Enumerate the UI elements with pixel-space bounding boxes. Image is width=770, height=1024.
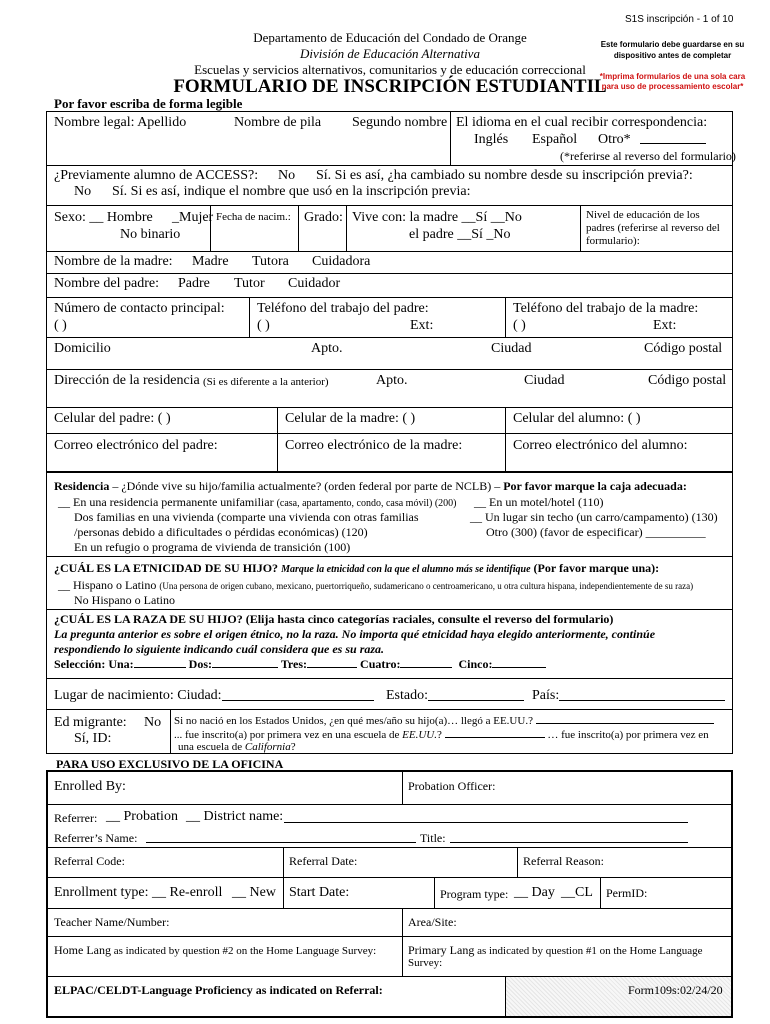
schools-line: Escuelas y servicios alternativos, comunitarios y de educación correccional	[194, 62, 586, 77]
name-changed-question: Sí. Si es así, ¿ha cambiado su nombre desde su inscripción previa?:	[316, 168, 693, 183]
save-note-2: dispositivo antes de completar	[613, 51, 732, 60]
birthplace-state-label: Estado:	[386, 688, 428, 703]
enrollment-new-option[interactable]: __ New	[232, 885, 276, 900]
print-note-2: para uso de processamiento escolar*	[601, 82, 744, 91]
guardian-m-option[interactable]: Tutor	[234, 276, 265, 291]
previous-student-label: ¿Previamente alumno de ACCESS?:	[54, 168, 259, 183]
lives-with-mother[interactable]: Vive con: la madre __Sí __No	[352, 210, 522, 225]
correspondence-language-label: El idioma en el cual recibir correspondencia:	[456, 115, 708, 130]
father-cell-label: Celular del padre: ( )	[54, 411, 171, 426]
birthplace-city-field[interactable]	[222, 690, 374, 701]
area-site-label: Area/Site:	[408, 915, 457, 929]
nclb-option-unsheltered[interactable]: __ Un lugar sin techo (un carro/campamento) (130)	[470, 510, 718, 524]
program-day-option[interactable]: __ Day	[514, 885, 555, 900]
mother-work-phone-label: Teléfono del trabajo de la madre:	[513, 301, 699, 316]
grade-label: Grado:	[304, 210, 343, 225]
nclb-option-other[interactable]: Otro (300) (favor de especificar) __________	[486, 525, 706, 539]
sex-female-option[interactable]: _Mujer	[172, 210, 214, 225]
previous-name-label: Sí. Si es así, indique el nombre que usó en la inscripción previa:	[112, 184, 471, 199]
nclb-title: Residencia – ¿Dónde vive su hijo/familia actualmente? (orden federal por parte de NCLB) – Por favor marque la caja adecuada:	[54, 479, 687, 493]
student-email-label: Correo electrónico del alumno:	[513, 438, 688, 453]
primary-language-survey: Survey:	[408, 957, 443, 969]
race-instruction-1: La pregunta anterior es sobre el origen étnico, no la raza. No importa qué etnicidad haya elegido anteriormente, continúe	[54, 627, 656, 641]
office-use-title: PARA USO EXCLUSIVO DE LA OFICINA	[56, 757, 284, 771]
enrollment-reenroll-option[interactable]: __ Re-enroll	[152, 885, 223, 900]
birthplace-city-label: Lugar de nacimiento: Ciudad:	[54, 688, 222, 703]
referrer-name-field[interactable]	[146, 832, 416, 843]
first-us-school-question: ... fue inscrito(a) por primera vez en una escuela de EE.UU.? … fue inscrito(a) por primera vez en	[174, 729, 709, 741]
referrer-title-field[interactable]	[450, 832, 688, 843]
mother-work-area-code[interactable]: ( )	[513, 318, 526, 333]
legible-note: Por favor escriba de forma legible	[54, 96, 243, 111]
migrant-id-label[interactable]: Sí, ID:	[74, 731, 112, 746]
parent-education-label-2: padres (referirse al reverso del	[586, 222, 720, 234]
migrant-no-option[interactable]: No	[144, 715, 162, 730]
race-selection-row[interactable]: Selección: Una: Dos: Tres: Cuatro: Cinco:	[54, 657, 546, 672]
residence-note: (Si es diferente a la anterior)	[203, 376, 329, 388]
referrer-district-option[interactable]: __ District name:	[186, 809, 284, 824]
sex-label[interactable]: Sexo: __ Hombre	[54, 210, 153, 225]
residence-city-label: Ciudad	[524, 373, 565, 388]
birthdate-label: Fecha de nacim.:	[216, 211, 291, 223]
department-line: Departamento de Educación del Condado de Orange	[253, 30, 527, 45]
primary-language-label: Primary Lang as indicated by question #1 on the Home Language	[408, 943, 703, 957]
parent-education-label-1: Nivel de educación de los	[586, 209, 700, 221]
birthplace-country-label: País:	[532, 688, 560, 703]
residence-zip-label: Código postal	[648, 373, 727, 388]
teacher-label: Teacher Name/Number:	[54, 915, 170, 929]
referrer-label: Referrer:	[54, 811, 98, 825]
legal-name-label: Nombre legal: Apellido	[54, 115, 187, 130]
lives-with-father[interactable]: el padre __Sí _No	[409, 227, 511, 242]
address-city-label: Ciudad	[491, 341, 532, 356]
father-work-ext[interactable]: Ext:	[410, 318, 434, 333]
nclb-option-shelter[interactable]: En un refugio o programa de vivienda de transición (100)	[74, 540, 351, 554]
enrolled-by-label: Enrolled By:	[54, 779, 126, 794]
first-name-label: Nombre de pila	[234, 115, 322, 130]
nclb-option-motel[interactable]: __ En un motel/hotel (110)	[474, 495, 604, 509]
referral-code-label: Referral Code:	[54, 854, 125, 868]
page-info: S1S inscripción - 1 of 10	[625, 14, 734, 25]
caregiver-m-option[interactable]: Cuidador	[288, 276, 341, 291]
residence-apt-label: Apto.	[376, 373, 408, 388]
name-changed-no-option[interactable]: No	[74, 184, 92, 199]
nclb-option-shared-1[interactable]: Dos familias en una vivienda (comparte una vivienda con otras familias	[74, 510, 419, 524]
form-title: FORMULARIO DE INSCRIPCIÓN ESTUDIANTIL	[173, 76, 607, 97]
nclb-option-permanent[interactable]: __ En una residencia permanente unifamiliar (casa, apartamento, condo, casa móvil) (200)	[58, 495, 457, 509]
middle-name-label: Segundo nombre	[352, 115, 448, 130]
permid-label: PermID:	[606, 886, 648, 900]
main-contact-label: Número de contacto principal:	[54, 301, 225, 316]
race-question: ¿CUÁL ES LA RAZA DE SU HIJO? (Elija hasta cinco categorías raciales, consulte el reverso del formulario)	[54, 612, 614, 626]
print-note-1: *Imprima formularios de una sola cara	[599, 72, 746, 81]
address-apt-label: Apto.	[311, 341, 343, 356]
nclb-option-shared-2: /personas debido a dificultades o pérdidas económicas) (120)	[74, 525, 368, 539]
home-language-label: Home Lang as indicated by question #2 on the Home Language Survey:	[54, 943, 377, 957]
mother-cell-label: Celular de la madre: ( )	[285, 411, 416, 426]
father-option[interactable]: Padre	[178, 276, 210, 291]
reverse-reference: (*referirse al reverso del formulario)	[560, 149, 736, 163]
mother-name-label: Nombre de la madre:	[54, 254, 173, 269]
enrollment-type-label: Enrollment type:	[54, 885, 149, 900]
first-ca-school-question: una escuela de California?	[178, 741, 296, 753]
father-email-label: Correo electrónico del padre:	[54, 438, 218, 453]
referral-reason-label: Referral Reason:	[523, 854, 604, 868]
start-date-label: Start Date:	[289, 885, 350, 900]
option-espanol[interactable]: Español	[532, 132, 578, 147]
program-type-label: Program type:	[440, 887, 509, 901]
student-cell-label: Celular del alumno: ( )	[513, 411, 641, 426]
otro-language-field[interactable]	[640, 133, 706, 144]
race-instruction-2: respondiendo lo siguiente indicando cuál considera que es su raza.	[54, 642, 385, 656]
father-work-phone-label: Teléfono del trabajo del padre:	[257, 301, 429, 316]
referrer-probation-option[interactable]: __ Probation	[106, 809, 178, 824]
program-cl-option[interactable]: __CL	[561, 885, 593, 900]
parent-education-label-3: formulario):	[586, 235, 640, 247]
ethnicity-not-hispanic-option[interactable]: No Hispano o Latino	[74, 593, 175, 607]
father-work-area-code[interactable]: ( )	[257, 318, 270, 333]
previous-no-option[interactable]: No	[278, 168, 296, 183]
save-note-1: Este formulario debe guardarse en su	[600, 40, 745, 49]
ethnicity-question: ¿CUÁL ES LA ETNICIDAD DE SU HIJO? Marque la etnicidad con la que el alumno más se identifique (Por favor marque una):	[54, 561, 660, 575]
form-number: Form109s:02/24/20	[628, 983, 723, 997]
arrival-date-question: Si no nació en los Estados Unidos, ¿en qué mes/año su hijo(a)… llegó a EE.UU.?	[174, 713, 714, 727]
referral-date-label: Referral Date:	[289, 854, 358, 868]
main-contact-area-code[interactable]: ( )	[54, 318, 67, 333]
probation-officer-label: Probation Officer:	[408, 779, 496, 793]
residence-address-label: Dirección de la residencia	[54, 373, 200, 388]
caregiver-f-option[interactable]: Cuidadora	[312, 254, 371, 269]
father-name-label: Nombre del padre:	[54, 276, 159, 291]
guardian-f-option[interactable]: Tutora	[252, 254, 289, 269]
migrant-label: Ed migrante:	[54, 715, 127, 730]
address-label: Domicilio	[54, 341, 111, 356]
division-line: División de Educación Alternativa	[300, 46, 480, 61]
district-name-field[interactable]	[284, 812, 688, 823]
option-otro[interactable]: Otro*	[598, 132, 631, 147]
ethnicity-hispanic-option[interactable]: __ Hispano o Latino (Una persona de origen cubano, mexicano, puertorriqueño, sudamericano o centroamericano, u otra cultura hispana, independientemente de su raza)	[58, 578, 694, 592]
elpac-label: ELPAC/CELDT-Language Proficiency as indicated on Referral:	[54, 983, 383, 997]
birthplace-country-field[interactable]	[559, 690, 725, 701]
address-zip-label: Código postal	[644, 341, 723, 356]
mother-option[interactable]: Madre	[192, 254, 229, 269]
option-ingles[interactable]: Inglés	[474, 132, 509, 147]
referrer-name-label: Referrer’s Name:	[54, 831, 138, 845]
mother-work-ext[interactable]: Ext:	[653, 318, 677, 333]
referrer-title-label: Title:	[420, 831, 446, 845]
birthplace-state-field[interactable]	[428, 690, 524, 701]
mother-email-label: Correo electrónico de la madre:	[285, 438, 463, 453]
sex-nonbinary-option[interactable]: No binario	[120, 227, 181, 242]
